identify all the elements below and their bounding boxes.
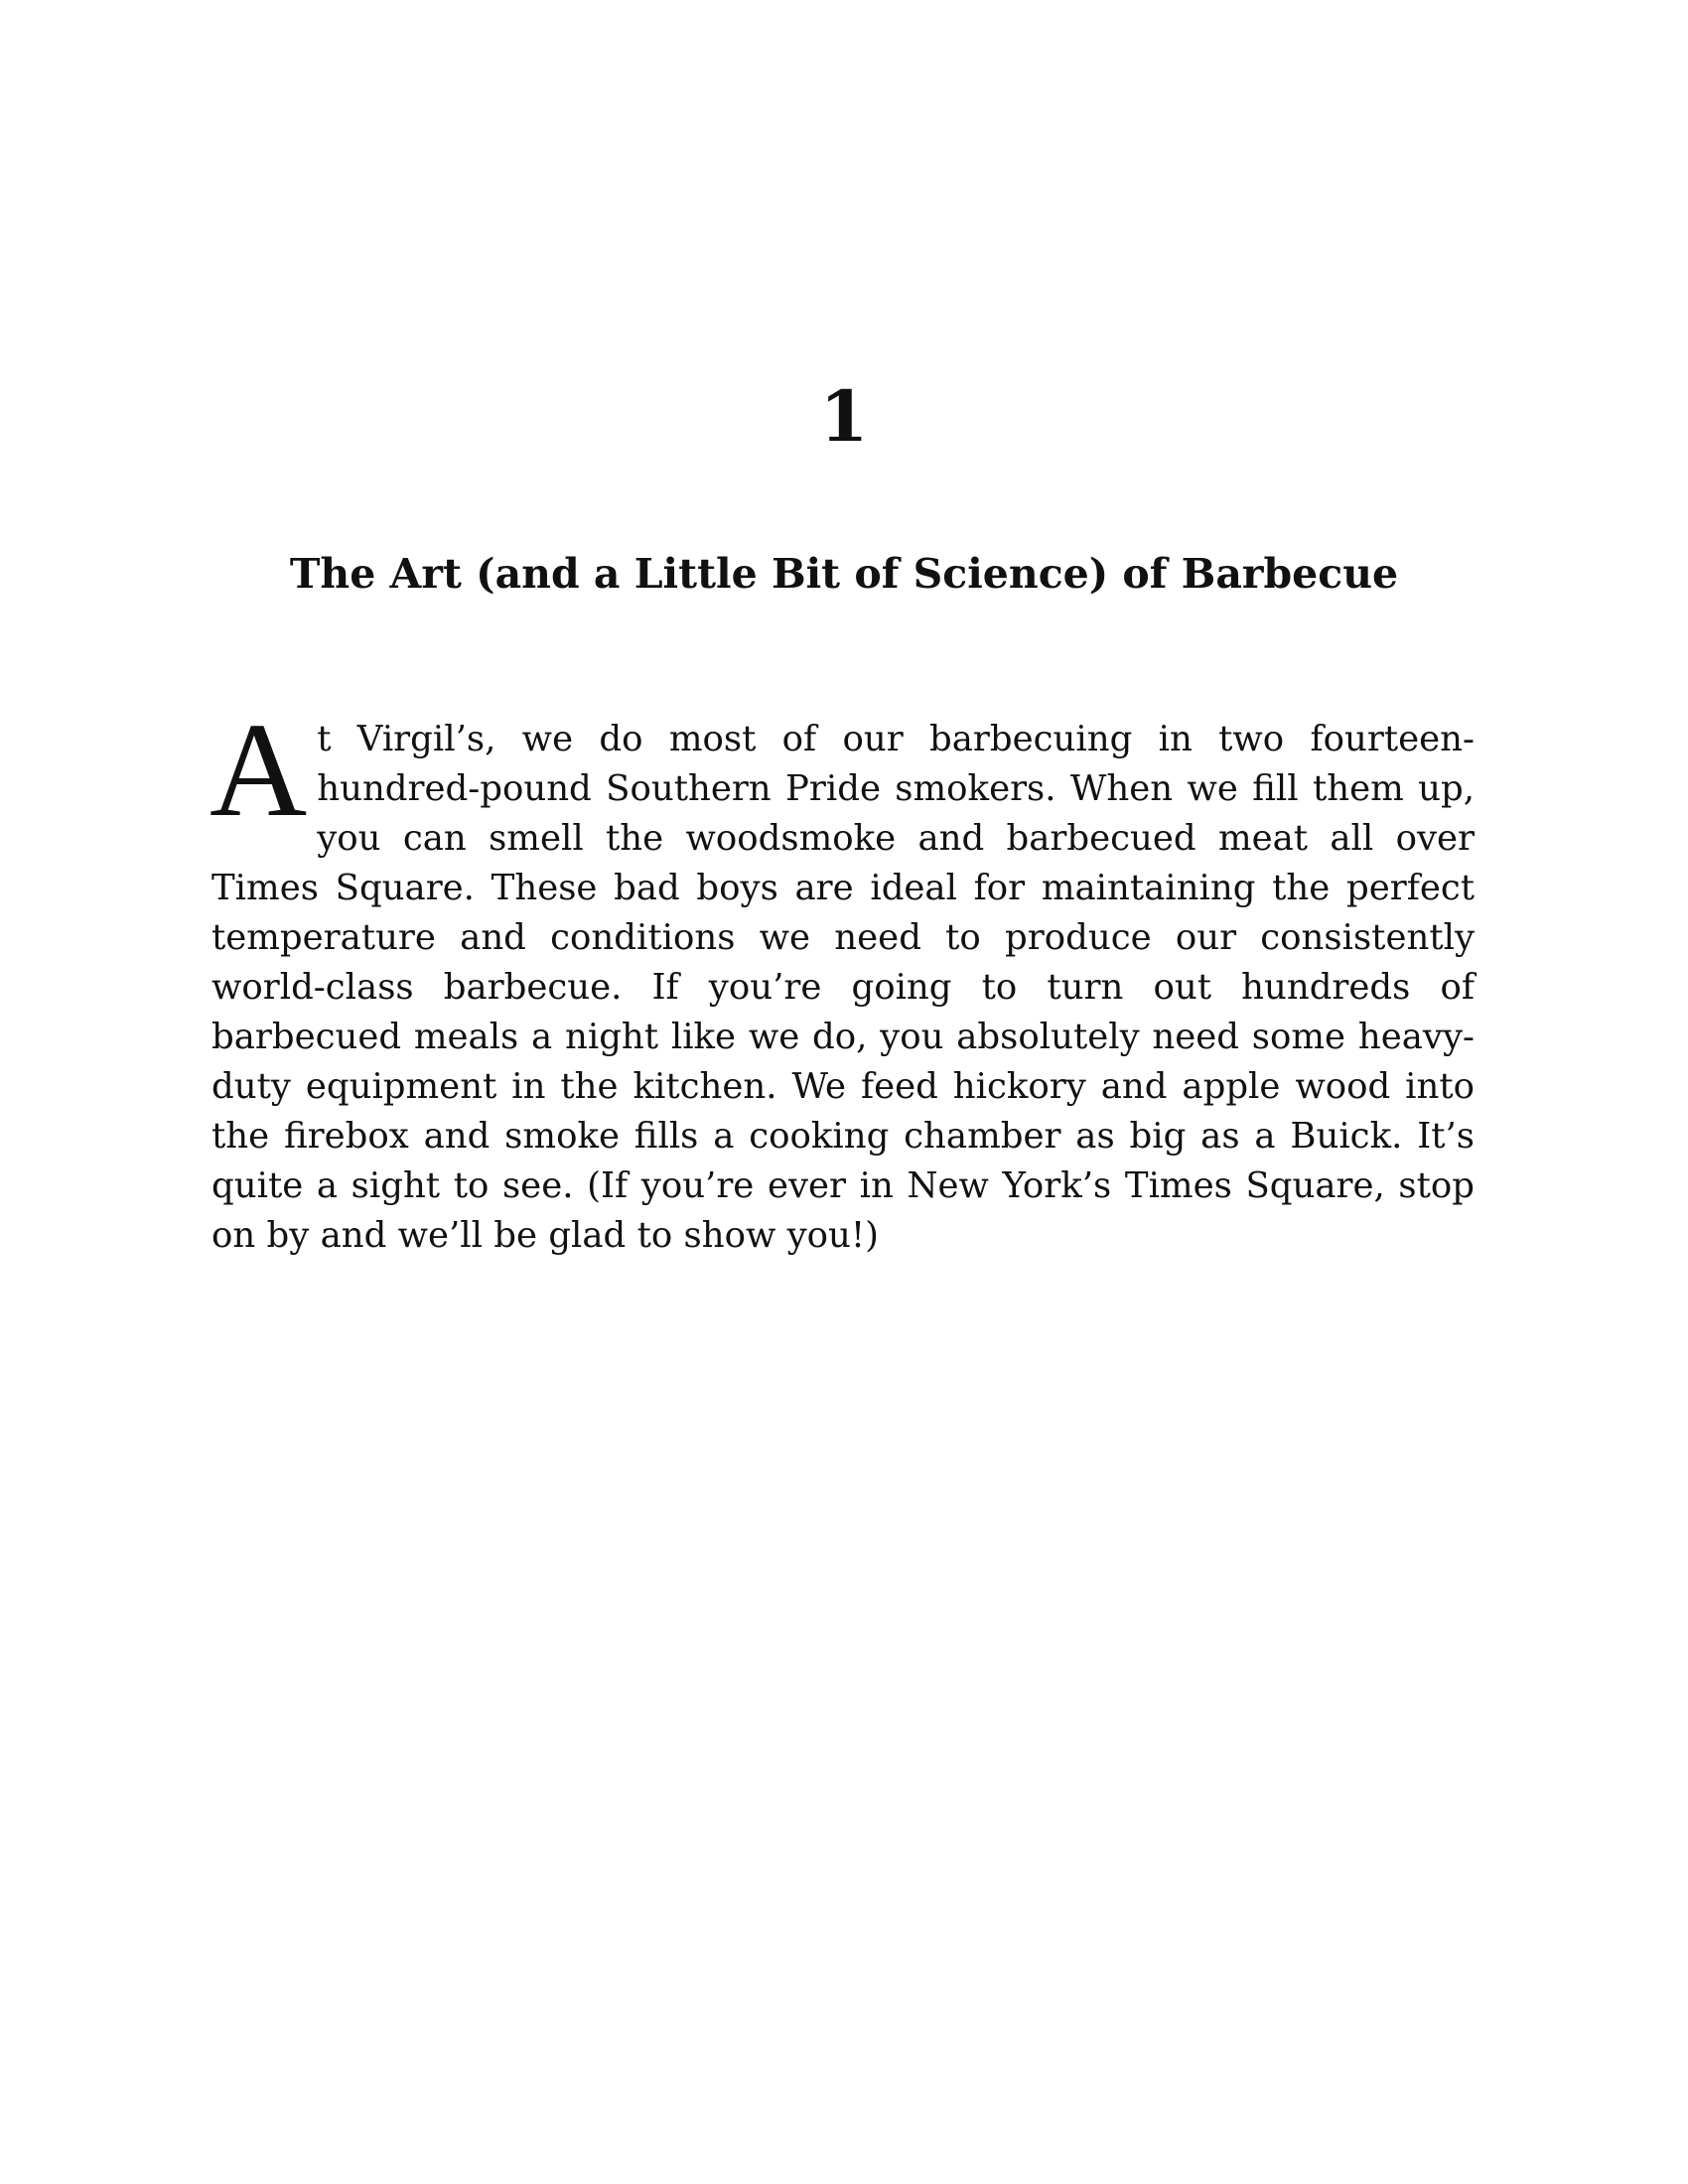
- body-paragraph: [210, 696, 1475, 1261]
- chapter-title: The Art (and a Little Bit of Science) of Barbecue: [289, 550, 1399, 598]
- chapter-number: 1: [819, 375, 869, 458]
- drop-cap: A: [210, 696, 308, 845]
- paragraph-text: t Virgil’s, we do most of our barbecuing in two fourteen-hundred-pound Southern Pride smokers. When we fill them up, you can smell the woodsmoke and barbecued meat all over Times Square. These bad boys are ideal for maintaining the perfect temperature and conditions we need to produce our consistently world-class barbecue. If you’re going to turn out hundreds of barbecued meals a night like we do, you absolutely need some heavy-duty equipment in the kitchen. We feed hickory and apple wood into the firebox and smoke fills a cooking chamber as big as a Buick. It’s quite a sight to see. (If you’re ever in New York’s Times Square, stop on by and we’ll be glad to show you!): [211, 719, 1475, 1256]
